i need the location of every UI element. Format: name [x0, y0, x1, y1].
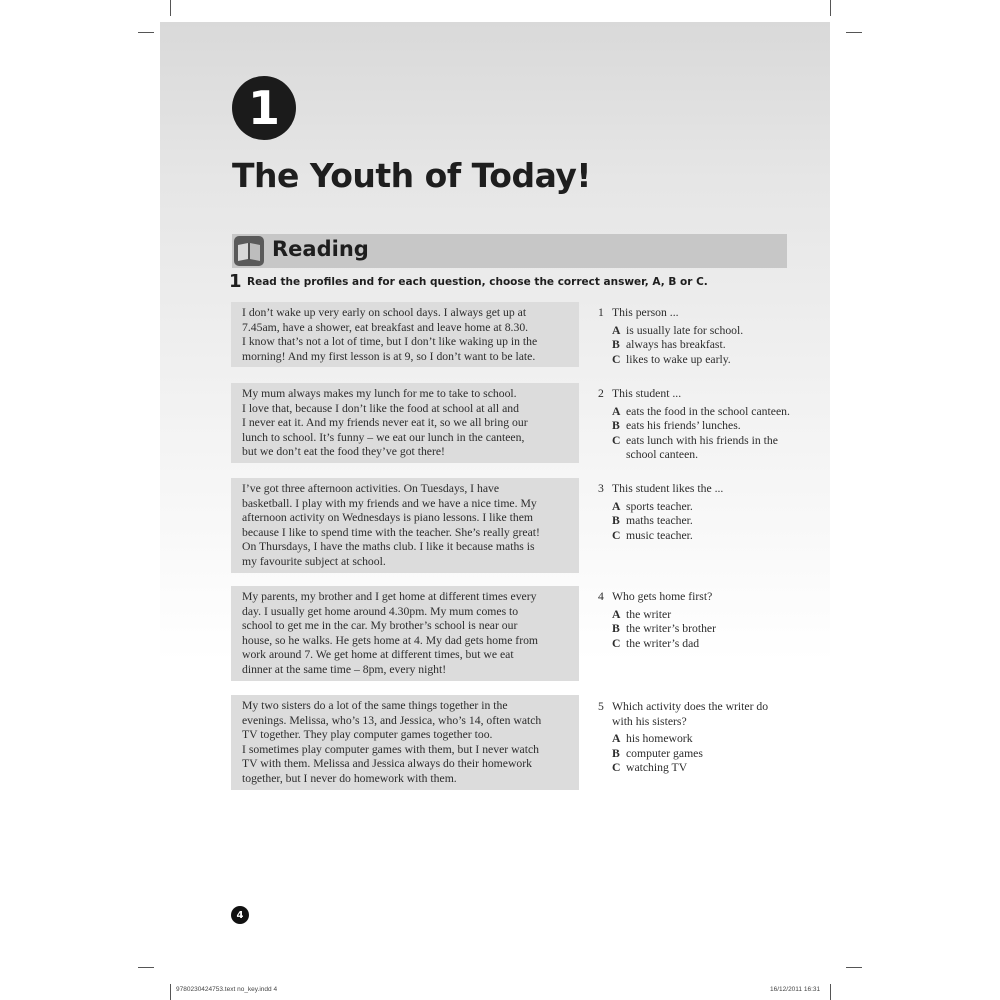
option-text-line: eats the food in the school canteen. — [626, 404, 790, 418]
option-text — [626, 324, 743, 339]
profile-text-5 — [231, 695, 579, 790]
answer-option-c[interactable] — [598, 529, 828, 544]
profile-line: My parents, my brother and I get home at different times every — [242, 590, 537, 603]
profile-line: because I like to spend time with the teacher. She’s really great! — [242, 525, 540, 539]
profile-line: I know that’s not a lot of time, but I don’t like waking up in the — [242, 335, 538, 349]
answer-option-a[interactable] — [598, 324, 828, 339]
profile-line: work around 7. We get home at different times, but we eat — [242, 648, 514, 662]
option-text-line: music teacher. — [626, 528, 693, 542]
profile-text-4 — [231, 586, 579, 681]
option-text — [626, 608, 671, 623]
question-number: 1 — [598, 306, 604, 319]
option-text-line: the writer — [626, 607, 672, 621]
option-text-line: the writer’s brother — [626, 622, 717, 636]
question-3 — [598, 482, 828, 543]
option-text — [626, 747, 703, 762]
option-text-line: his homework — [626, 732, 693, 746]
question-stem — [598, 590, 828, 605]
section-title: Reading — [272, 237, 369, 261]
profile-line: basketball. I play with my friends and we have a nice time. My — [242, 496, 537, 510]
option-letter: B — [612, 514, 620, 528]
option-letter: B — [612, 622, 620, 636]
profile-line: I’ve got three afternoon activities. On Tuesdays, I have — [242, 482, 500, 495]
open-book-icon — [234, 236, 264, 266]
option-letter: C — [612, 352, 621, 366]
profile-line: school to get me in the car. My brother’s school is near our — [242, 619, 518, 633]
profile-line: my favourite subject at school. — [242, 554, 386, 568]
question-stem-line: This person ... — [612, 306, 679, 319]
option-letter: A — [612, 607, 621, 621]
profile-text-3 — [231, 478, 579, 573]
question-stem — [598, 387, 828, 402]
question-stem-line: This student likes the ... — [612, 482, 724, 495]
option-text-line: watching TV — [626, 761, 688, 775]
crop-mark — [170, 984, 171, 1000]
question-stem-line: Who gets home first? — [612, 590, 713, 603]
profile-line: TV together. They play computer games together too. — [242, 728, 493, 742]
option-letter: A — [612, 323, 621, 337]
unit-title: The Youth of Today! — [232, 156, 591, 195]
option-letter: B — [612, 746, 620, 760]
question-number: 3 — [598, 482, 604, 495]
question-stem — [598, 482, 828, 497]
option-text-line: likes to wake up early. — [626, 352, 731, 366]
option-letter: C — [612, 636, 621, 650]
option-letter: B — [612, 419, 620, 433]
option-text-line: sports teacher. — [626, 499, 693, 513]
option-text — [626, 434, 778, 463]
crop-mark — [138, 967, 154, 968]
answer-option-a[interactable] — [598, 500, 828, 515]
answer-option-a[interactable] — [598, 405, 828, 420]
question-stem — [598, 700, 828, 729]
option-letter: A — [612, 404, 621, 418]
answer-option-a[interactable] — [598, 732, 828, 747]
crop-mark — [138, 32, 154, 33]
question-stem-line: Which activity does the writer do — [612, 700, 769, 713]
page-number: 4 — [231, 906, 249, 924]
unit-number-badge: 1 — [232, 76, 296, 140]
option-text — [626, 637, 699, 652]
print-slug-file: 9780230424753.text no_key.indd 4 — [176, 986, 278, 993]
profile-line: I don’t wake up very early on school days. I always get up at — [242, 306, 527, 319]
question-stem-line: This student ... — [612, 387, 682, 400]
profile-line: afternoon activity on Wednesdays is piano lessons. I like them — [242, 511, 533, 525]
option-text — [626, 338, 726, 353]
question-5 — [598, 700, 828, 776]
question-number: 4 — [598, 590, 604, 603]
section-header — [232, 234, 787, 268]
profile-text-2 — [231, 383, 579, 463]
option-text-line: is usually late for school. — [626, 323, 744, 337]
crop-mark — [846, 967, 862, 968]
question-stem — [598, 306, 828, 321]
profile-line: lunch to school. It’s funny – we eat our lunch in the canteen, — [242, 430, 525, 444]
option-letter: C — [612, 761, 621, 775]
answer-option-c[interactable] — [598, 434, 828, 463]
option-text-line: eats his friends’ lunches. — [626, 419, 741, 433]
answer-option-b[interactable] — [598, 514, 828, 529]
answer-option-b[interactable] — [598, 747, 828, 762]
profile-line: but we don’t eat the food they’ve got there! — [242, 445, 445, 459]
profile-line: I sometimes play computer games with them, but I never watch — [242, 742, 539, 756]
question-stem-text — [612, 387, 681, 402]
question-number: 5 — [598, 700, 604, 713]
option-text-line: the writer’s dad — [626, 636, 700, 650]
option-letter: C — [612, 433, 621, 447]
crop-mark — [170, 0, 171, 16]
question-number: 2 — [598, 387, 604, 400]
question-stem-text — [612, 306, 679, 321]
print-slug-date: 16/12/2011 16:31 — [770, 986, 821, 993]
profile-line: evenings. Melissa, who’s 13, and Jessica, who’s 14, often watch — [242, 713, 542, 727]
option-text — [626, 405, 790, 420]
exercise-instruction: Read the profiles and for each question, choose the correct answer, A, B or C. — [247, 276, 708, 288]
option-text — [626, 732, 693, 747]
profile-line: together, but I never do homework with them. — [242, 771, 457, 785]
answer-option-b[interactable] — [598, 622, 828, 637]
profile-line: 7.45am, have a shower, eat breakfast and leave home at 8.30. — [242, 320, 529, 334]
option-text — [626, 529, 693, 544]
profile-line: I love that, because I don’t like the food at school at all and — [242, 401, 519, 415]
exercise-number: 1 — [229, 271, 242, 292]
option-letter: A — [612, 499, 621, 513]
option-letter: C — [612, 528, 621, 542]
profile-text-1 — [231, 302, 579, 367]
profile-line: I never eat it. And my friends never eat it, so we all bring our — [242, 416, 528, 430]
profile-line: TV with them. Melissa and Jessica always do their homework — [242, 757, 532, 771]
option-text — [626, 761, 687, 776]
option-text — [626, 500, 693, 515]
profile-line: My two sisters do a lot of the same things together in the — [242, 699, 508, 712]
answer-option-c[interactable] — [598, 353, 828, 368]
option-text — [626, 353, 731, 368]
crop-mark — [830, 0, 831, 16]
option-letter: B — [612, 338, 620, 352]
option-text — [626, 622, 716, 637]
option-text-line: eats lunch with his friends in the — [626, 433, 778, 447]
question-stem-line: with his sisters? — [612, 714, 687, 728]
option-text-line: maths teacher. — [626, 514, 693, 528]
question-2 — [598, 387, 828, 463]
option-text — [626, 514, 693, 529]
profile-line: morning! And my first lesson is at 9, so I don’t want to be late. — [242, 349, 536, 363]
answer-option-c[interactable] — [598, 761, 828, 776]
answer-option-c[interactable] — [598, 637, 828, 652]
question-stem-text — [612, 700, 768, 729]
option-text-line: computer games — [626, 746, 703, 760]
question-1 — [598, 306, 828, 367]
question-4 — [598, 590, 828, 651]
crop-mark — [846, 32, 862, 33]
answer-option-b[interactable] — [598, 338, 828, 353]
option-letter: A — [612, 732, 621, 746]
profile-line: dinner at the same time – 8pm, every night! — [242, 662, 447, 676]
option-text-line: school canteen. — [626, 448, 699, 462]
answer-option-a[interactable] — [598, 608, 828, 623]
question-stem-text — [612, 590, 712, 605]
profile-line: day. I usually get home around 4.30pm. My mum comes to — [242, 604, 519, 618]
answer-option-b[interactable] — [598, 419, 828, 434]
profile-line: My mum always makes my lunch for me to take to school. — [242, 387, 517, 400]
option-text — [626, 419, 741, 434]
worksheet-page — [160, 22, 830, 972]
profile-line: house, so he walks. He gets home at 4. My dad gets home from — [242, 633, 539, 647]
profile-line: On Thursdays, I have the maths club. I like it because maths is — [242, 540, 535, 554]
crop-mark — [830, 984, 831, 1000]
option-text-line: always has breakfast. — [626, 338, 726, 352]
question-stem-text — [612, 482, 723, 497]
